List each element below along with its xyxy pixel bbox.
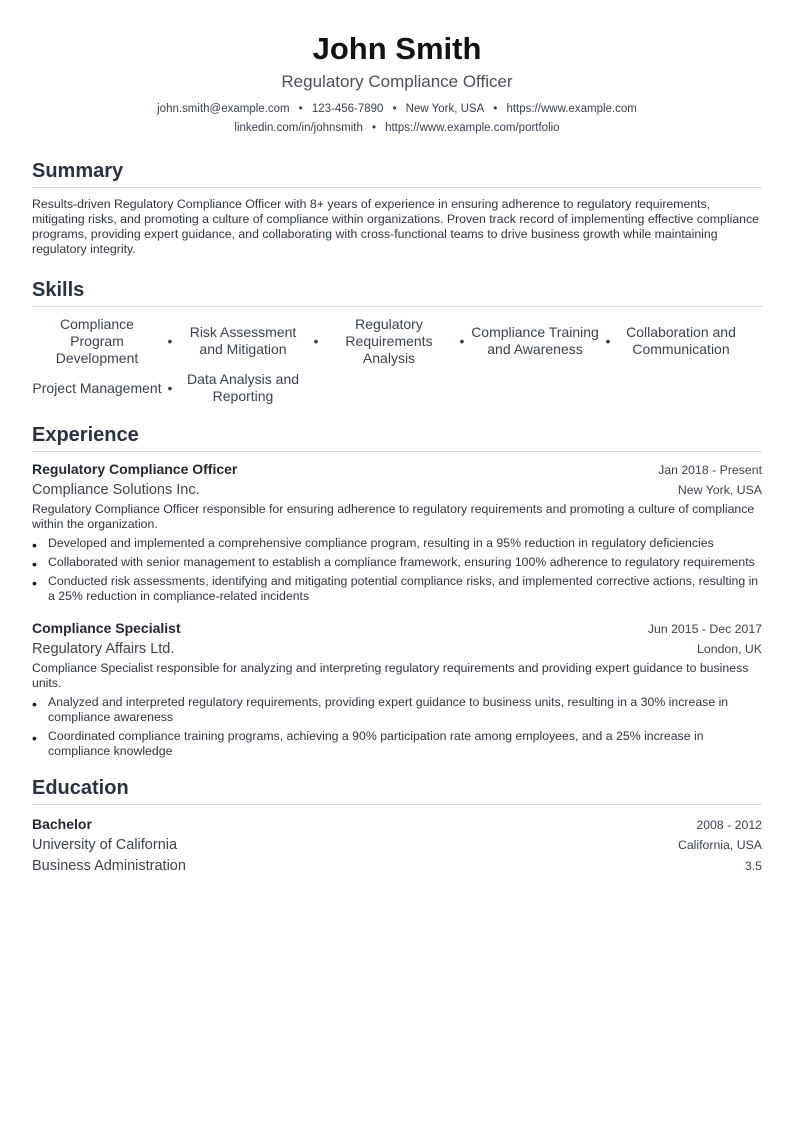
skills-row [32, 315, 762, 367]
bullet-icon: • [32, 556, 37, 572]
job-bullets [32, 695, 762, 759]
separator-dot-icon: • [392, 101, 397, 115]
bullet-text: Conducted risk assessments, identifying and mitigating potential compliance risks, and implemented corrective actions, resulting in a 25% reduction in compliance-related incidents [48, 574, 759, 603]
edu-location: California, USA [677, 838, 762, 852]
skill-separator-icon: • [167, 380, 173, 396]
job-entry [32, 619, 762, 759]
candidate-name: John Smith [312, 31, 482, 66]
job-company: Regulatory Affairs Ltd. [32, 641, 175, 657]
edu-dates: 2008 - 2012 [696, 818, 762, 832]
skill-item: Compliance Program Development [55, 315, 139, 366]
list-item [32, 536, 762, 551]
job-title: Compliance Specialist [32, 620, 181, 636]
summary-section [32, 158, 762, 257]
skill-item: Risk Assessment and Mitigation [189, 324, 297, 357]
resume-header [32, 31, 762, 137]
skill-separator-icon: • [167, 333, 173, 349]
summary-heading: Summary [32, 158, 762, 188]
skill-item: Data Analysis and Reporting [186, 371, 300, 404]
job-dates: Jun 2015 - Dec 2017 [647, 622, 762, 636]
contact-email[interactable]: john.smith@example.com [157, 103, 290, 115]
education-heading: Education [32, 775, 762, 805]
edu-gpa: 3.5 [744, 859, 762, 873]
resume-page [32, 0, 762, 877]
skill-item: Project Management [32, 379, 162, 396]
bullet-icon: • [32, 730, 37, 746]
skills-row [32, 367, 762, 409]
job-company: Compliance Solutions Inc. [32, 482, 200, 498]
edu-school: University of California [32, 837, 178, 853]
skill-item: Regulatory Requirements Analysis [345, 315, 433, 366]
skill-separator-icon: • [313, 333, 319, 349]
bullet-icon: • [32, 696, 37, 712]
job-dates: Jan 2018 - Present [658, 463, 762, 477]
contact-location: New York, USA [405, 103, 485, 115]
job-bullets [32, 536, 762, 604]
contact-line-2 [32, 118, 762, 137]
job-location: London, UK [697, 642, 762, 656]
list-item [32, 729, 762, 759]
edu-degree: Bachelor [32, 816, 92, 832]
contact-linkedin[interactable]: linkedin.com/in/johnsmith [234, 122, 363, 134]
bullet-icon: • [32, 537, 37, 553]
bullet-text: Coordinated compliance training programs, achieving a 90% participation rate among employees, and a 25% increase in compliance knowledge [48, 729, 704, 758]
contact-phone[interactable]: 123-456-7890 [311, 103, 384, 115]
separator-dot-icon: • [371, 120, 377, 134]
contact-website[interactable]: https://www.example.com [506, 103, 637, 115]
experience-section [32, 422, 762, 759]
skills-grid [32, 315, 762, 409]
education-entry [32, 814, 762, 877]
skill-separator-icon: • [605, 333, 611, 349]
contact-portfolio[interactable]: https://www.example.com/portfolio [385, 122, 560, 134]
skill-item: Compliance Training and Awareness [471, 324, 599, 357]
bullet-text: Analyzed and interpreted regulatory requirements, providing expert guidance to business units, resulting in a 30% increase in compliance awareness [48, 695, 729, 724]
list-item [32, 695, 762, 725]
summary-text: Results-driven Regulatory Compliance Officer with 8+ years of experience in ensuring adherence to regulatory requirements, mitigating risks, and promoting a culture of compliance within organizations. Proven track record of implementing effective compliance programs, providing expert guidance, and collaborating with cross-functional teams to drive business growth while maintaining regulatory integrity. [32, 197, 760, 256]
list-item [32, 555, 762, 570]
skills-heading: Skills [32, 277, 762, 307]
education-section [32, 775, 762, 877]
job-description: Compliance Specialist responsible for analyzing and interpreting regulatory requirements and providing expert guidance to business units. [32, 661, 749, 690]
job-location: New York, USA [677, 483, 762, 497]
list-item [32, 574, 762, 604]
bullet-icon: • [32, 575, 37, 591]
separator-dot-icon: • [493, 101, 498, 115]
job-description: Regulatory Compliance Officer responsible for ensuring adherence to regulatory requirements and promoting a culture of compliance within the organization. [32, 502, 755, 531]
skill-separator-icon: • [459, 333, 465, 349]
contact-line-1 [32, 99, 762, 118]
job-entry [32, 460, 762, 604]
experience-heading: Experience [32, 422, 762, 452]
job-title: Regulatory Compliance Officer [32, 461, 238, 477]
skills-section [32, 277, 762, 409]
separator-dot-icon: • [298, 101, 303, 115]
edu-field: Business Administration [32, 858, 186, 874]
bullet-text: Developed and implemented a comprehensive compliance program, resulting in a 95% reduction in regulatory deficiencies [48, 536, 714, 550]
candidate-title: Regulatory Compliance Officer [281, 72, 513, 91]
skill-item: Collaboration and Communication [626, 324, 736, 357]
bullet-text: Collaborated with senior management to establish a compliance framework, ensuring 100% adherence to regulatory requirements [48, 555, 755, 569]
